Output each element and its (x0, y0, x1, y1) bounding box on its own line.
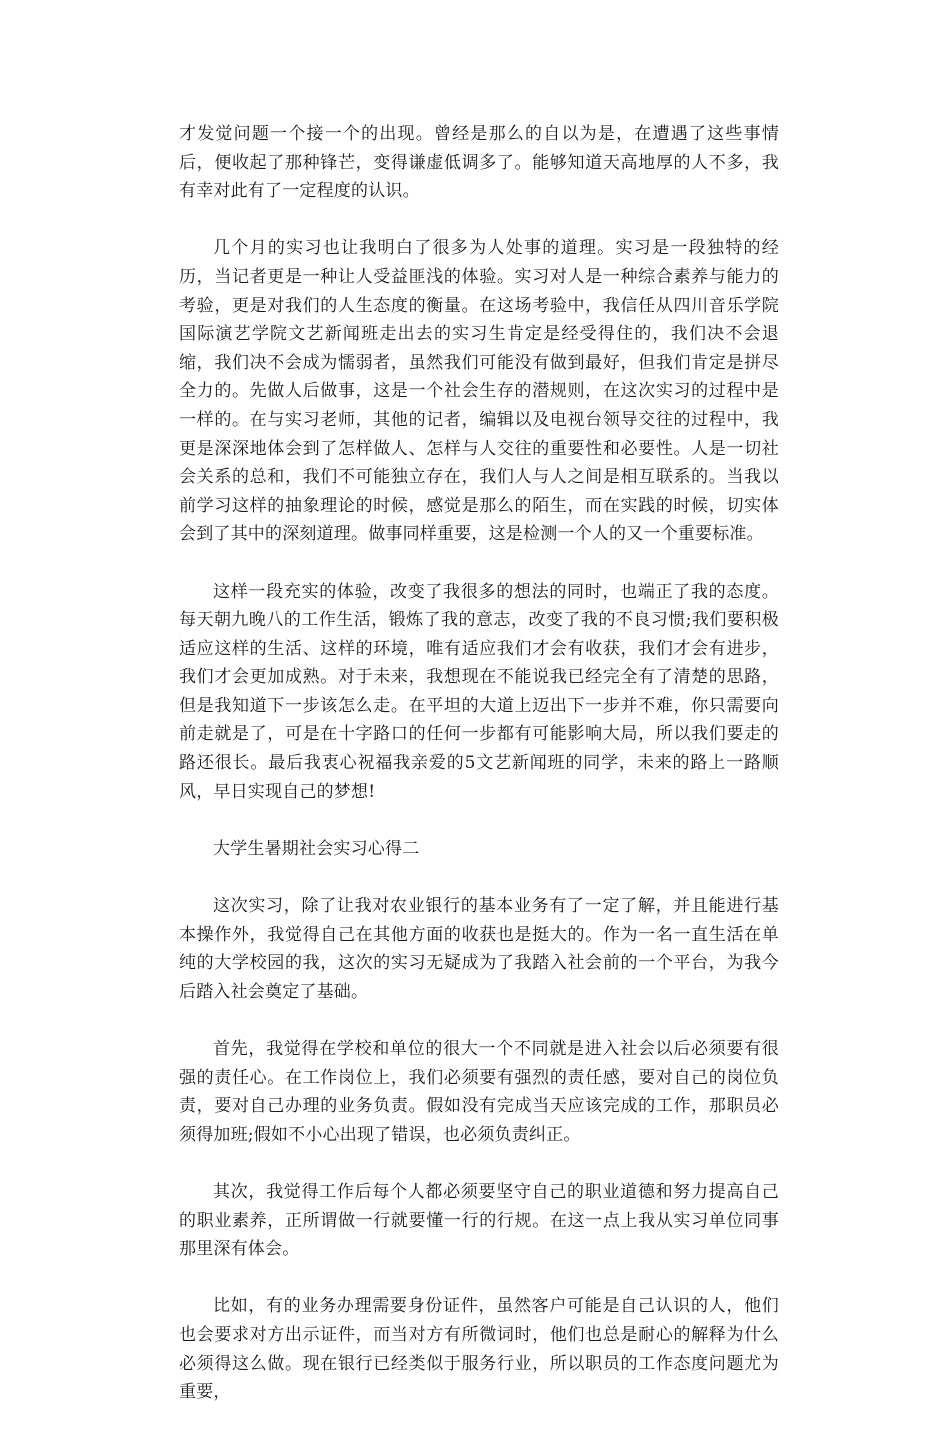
paragraph: 首先，我觉得在学校和单位的很大一个不同就是进入社会以后必须要有很强的责任心。在工作岗位上，我们必须要有强烈的责任感，要对自己的岗位负责，要对自己办理的业务负责。假如没有完成当天应该完成的工作，那职员必须得加班;假如不小心出现了错误，也必须负责纠正。 (179, 1039, 779, 1145)
paragraph: 其次，我觉得工作后每个人都必须要坚守自己的职业道德和努力提高自己的职业素养，正所谓做一行就要懂一行的行规。在这一点上我从实习单位同事那里深有体会。 (179, 1181, 779, 1260)
paragraph: 这次实习，除了让我对农业银行的基本业务有了一定了解，并且能进行基本操作外，我觉得自己在其他方面的收获也是挺大的。作为一名一直生活在单纯的大学校园的我，这次的实习无疑成为了我踏入社会前的一个平台，为我今后踏入社会奠定了基础。 (179, 896, 779, 1002)
document-body (179, 120, 779, 1435)
paragraph: 几个月的实习也让我明白了很多为人处事的道理。实习是一段独特的经历，当记者更是一种让人受益匪浅的体验。实习对人是一种综合素养与能力的考验，更是对我们的人生态度的衡量。在这场考验中，我信任从四川音乐学院国际演艺学院文艺新闻班走出去的实习生肯定是经受得住的，我们决不会退缩，我们决不会成为懦弱者，虽然我们可能没有做到最好，但我们肯定是拼尽全力的。先做人后做事，这是一个社会生存的潜规则，在这次实习的过程中是一样的。在与实习老师，其他的记者，编辑以及电视台领导交往的过程中，我更是深深地体会到了怎样做人、怎样与人交往的重要性和必要性。人是一切社会关系的总和，我们不可能独立存在，我们人与人之间是相互联系的。当我以前学习这样的抽象理论的时候，感觉是那么的陌生，而在实践的时候，切实体会到了其中的深刻道理。做事同样重要，这是检测一个人的又一个重要标准。 (179, 238, 779, 545)
paragraph: 这样一段充实的体验，改变了我很多的想法的同时，也端正了我的态度。每天朝九晚八的工作生活，锻炼了我的意志，改变了我的不良习惯;我们要积极适应这样的生活、这样的环境，唯有适应我们才会有收获，我们才会有进步，我们才会更加成熟。对于未来，我想现在不能说我已经完全有了清楚的思路，但是我知道下一步该怎么走。在平坦的大道上迈出下一步并不难，你只需要向前走就是了，可是在十字路口的任何一步都有可能影响大局，所以我们要走的路还很长。最后我衷心祝福我亲爱的5文艺新闻班的同学，未来的路上一路顺风，早日实现自己的梦想! (179, 581, 779, 802)
section-heading: 大学生暑期社会实习心得二 (213, 838, 420, 859)
paragraph: 才发觉问题一个接一个的出现。曾经是那么的自以为是，在遭遇了这些事情后，便收起了那种锋芒，变得谦虚低调多了。能够知道天高地厚的人不多，我有幸对此有了一定程度的认识。 (179, 124, 779, 202)
paragraph: 比如，有的业务办理需要身份证件，虽然客户可能是自己认识的人，他们也会要求对方出示证件，而当对方有所微词时，他们也总是耐心的解释为什么必须得这么做。现在银行已经类似于服务行业，所以职员的工作态度问题尤为重要， (179, 1296, 779, 1403)
